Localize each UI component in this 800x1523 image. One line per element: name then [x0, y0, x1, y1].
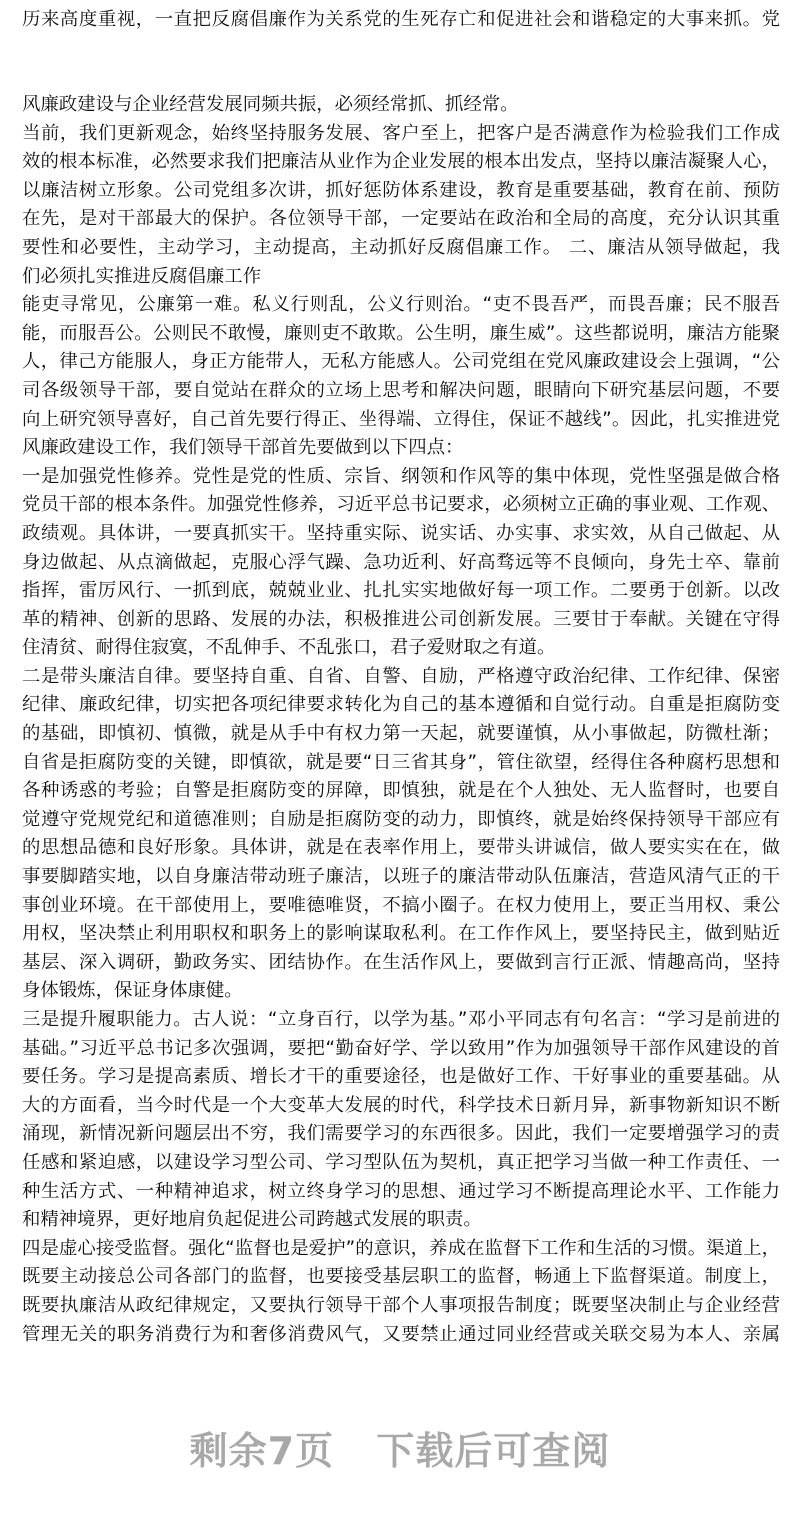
text-line: 身体锻炼，保证身体康健。 [22, 980, 243, 1002]
text-line: 司各级领导干部，要自觉站在群众的立场上思考和解决问题，眼睛向下研究基层问题，不要 [22, 379, 780, 401]
text-line: 党员干部的根本条件。加强党性修养，习近平总书记要求，必须树立正确的事业观、工作观、 [22, 494, 780, 516]
text-line: 任感和紧迫感，以建设学习型公司、学习型队伍为契机，真正把学习当做一种工作责任、一 [22, 1151, 780, 1173]
text-line: 效的根本标准，必然要求我们把廉洁从业作为企业发展的根本出发点，坚持以廉洁凝聚人心， [22, 151, 780, 173]
download-prompt[interactable] [0, 1420, 800, 1475]
text-line: 能，而服吾公。公则民不敢慢，廉则吏不敢欺。公生明，廉生威”。这些都说明，廉洁方能聚 [22, 322, 780, 344]
text-line: 能吏寻常见，公廉第一难。私义行则乱，公义行则治。“吏不畏吾严，而畏吾廉；民不服吾 [22, 294, 780, 316]
text-line: 用权，坚决禁止利用职权和职务上的影响谋取私利。在工作作风上，要坚持民主，做到贴近 [22, 923, 780, 945]
remaining-pages-label: 剩余7页 [189, 1429, 335, 1473]
text-line: 管理无关的职务消费行为和奢侈消费风气，又要禁止通过同业经营或关联交易为本人、亲属 [22, 1323, 780, 1345]
text-line: 既要执廉洁从政纪律规定，又要执行领导干部个人事项报告制度；既要坚决制止与企业经营 [22, 1294, 780, 1316]
text-line: 各种诱惑的考验；自警是拒腐防变的屏障，即慎独，就是在个人独处、无人监督时，也要自 [22, 780, 780, 802]
text-line: 要性和必要性，主动学习，主动提高，主动抓好反腐倡廉工作。 二、廉洁从领导做起，我 [22, 236, 780, 258]
text-line: 三是提升履职能力。古人说：“立身百行，以学为基。”邓小平同志有句名言：“学习是前进的 [22, 1009, 780, 1030]
text-line: 身边做起、从点滴做起，克服心浮气躁、急功近利、好高骛远等不良倾向，身先士卒、靠前 [22, 551, 780, 573]
text-line: 要任务。学习是提高素质、增长才干的重要途径，也是做好工作、干好事业的重要基础。从 [22, 1066, 780, 1088]
text-line: 指挥，雷厉风行、一抓到底，兢兢业业、扎扎实实地做好每一项工作。二要勇于创新。以改 [22, 580, 780, 602]
text-line: 四是虚心接受监督。强化“监督也是爱护”的意识，养成在监督下工作和生活的习惯。渠道上， [22, 1237, 780, 1259]
text-line: 在先，是对干部最大的保护。各位领导干部，一定要站在政治和全局的高度，充分认识其重 [22, 208, 780, 230]
text-line: 大的方面看，当今时代是一个大变革大发展的时代，科学技术日新月异，新事物新知识不断 [22, 1094, 780, 1116]
text-line: 以廉洁树立形象。公司党组多次讲，抓好惩防体系建设，教育是重要基础，教育在前、预防 [22, 179, 780, 201]
text-line: 革的精神、创新的思路、发展的办法，积极推进公司创新发展。三要甘于奉献。关键在守得 [22, 608, 780, 630]
text-line: 政绩观。具体讲，一要真抓实干。坚持重实际、说实话、办实事、求实效，从自己做起、从 [22, 522, 780, 544]
text-line: 事创业环境。在干部使用上，要唯德唯贤，不搞小圈子。在权力使用上，要正当用权、秉公 [22, 894, 780, 916]
text-line: 历来高度重视，一直把反腐倡廉作为关系党的生死存亡和促进社会和谐稳定的大事来抓。党 [22, 9, 780, 30]
text-line: 的基础，即慎初、慎微，就是从手中有权力第一天起，就要谨慎，从小事做起，防微杜渐； [22, 723, 780, 745]
text-line: 的思想品德和良好形象。具体讲，就是在表率作用上，要带头讲诚信，做人要实实在在，做 [22, 837, 780, 859]
text-line: 种生活方式、一种精神追求，树立终身学习的思想、通过学习不断提高理论水平、工作能力 [22, 1180, 780, 1202]
text-line: 基层、深入调研，勤政务实、团结协作。在生活作风上，要做到言行正派、情趣高尚，坚持 [22, 951, 780, 973]
text-line: 觉遵守党规党纪和道德准则；自励是拒腐防变的动力，即慎终，就是始终保持领导干部应有 [22, 808, 780, 830]
text-line: 风廉政建设与企业经营发展同频共振，必须经常抓、抓经常。 [22, 94, 519, 115]
download-to-view-label: 下载后可查阅 [376, 1429, 611, 1473]
text-line: 风廉政建设工作，我们领导干部首先要做到以下四点： [22, 437, 464, 459]
text-line: 既要主动接总公司各部门的监督，也要接受基层职工的监督，畅通上下监督渠道。制度上， [22, 1266, 780, 1288]
text-line: 自省是拒腐防变的关键，即慎欲，就是要“日三省其身”，管住欲望，经得住各种腐朽思想和 [22, 751, 780, 773]
text-line: 纪律、廉政纪律，切实把各项纪律要求转化为自己的基本遵循和自觉行动。自重是拒腐防变 [22, 694, 780, 716]
text-line: 人，律己方能服人，身正方能带人，无私方能感人。公司党组在党风廉政建设会上强调，“公 [22, 351, 780, 373]
text-line: 事要脚踏实地，以自身廉洁带动班子廉洁，以班子的廉洁带动队伍廉洁，营造风清气正的干 [22, 866, 780, 888]
text-line: 当前，我们更新观念，始终坚持服务发展、客户至上，把客户是否满意作为检验我们工作成 [22, 122, 780, 144]
text-line: 住清贫、耐得住寂寞，不乱伸手、不乱张口，君子爱财取之有道。 [22, 637, 556, 659]
text-line: 基础。”习近平总书记多次强调，要把“勤奋好学、学以致用”作为加强领导干部作风建设的首 [22, 1037, 780, 1059]
text-line: 和精神境界，更好地肩负起促进公司跨越式发展的职责。 [22, 1209, 482, 1231]
text-line: 二是带头廉洁自律。要坚持自重、自省、自警、自励，严格遵守政治纪律、工作纪律、保密 [22, 665, 780, 687]
text-line: 们必须扎实推进反腐倡廉工作 [22, 265, 262, 287]
text-line: 一是加强党性修养。党性是党的性质、宗旨、纲领和作风等的集中体现，党性坚强是做合格 [22, 465, 780, 487]
document-text-top [22, 6, 780, 35]
text-line: 向上研究领导喜好，自己首先要行得正、坐得端、立得住，保证不越线”。因此，扎实推进党 [22, 408, 780, 430]
text-line: 涌现，新情况新问题层出不穷，我们需要学习的东西很多。因此，我们一定要增强学习的责 [22, 1123, 780, 1145]
document-text-body [22, 91, 780, 1349]
